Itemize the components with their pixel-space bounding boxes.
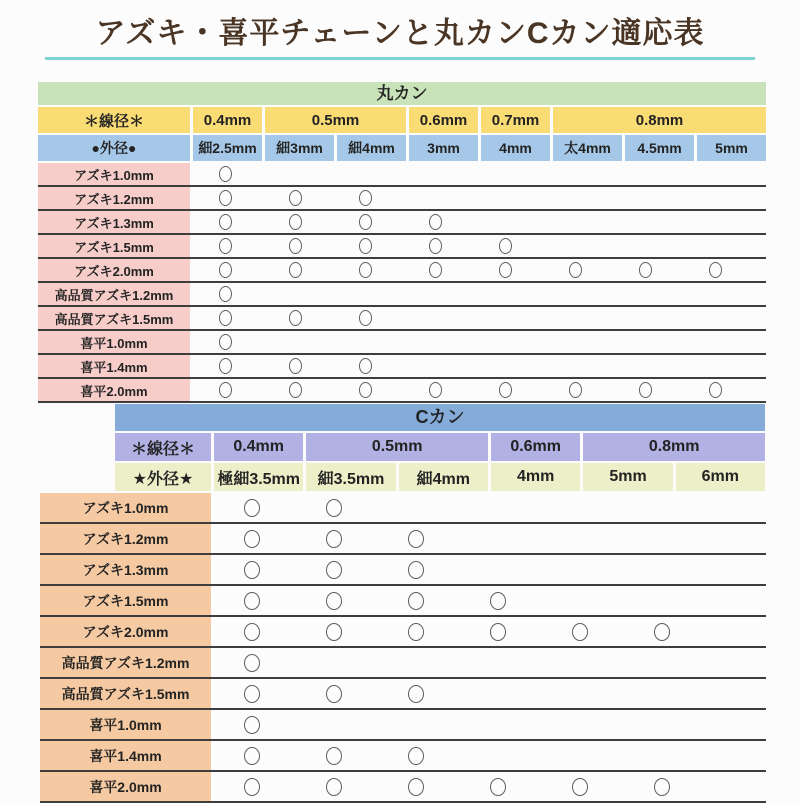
compat-cell bbox=[375, 524, 457, 553]
compat-cell bbox=[540, 211, 610, 233]
compat-cell bbox=[190, 283, 260, 305]
compat-cell bbox=[539, 679, 621, 708]
compat-cell bbox=[470, 259, 540, 281]
outer-diameter-value: 5mm bbox=[694, 135, 766, 161]
compat-cell bbox=[260, 235, 330, 257]
ckan-wire-diameter-row bbox=[115, 433, 765, 461]
compat-cell bbox=[539, 648, 621, 677]
compat-cell bbox=[457, 710, 539, 739]
compat-circle-icon bbox=[244, 778, 260, 796]
compat-circle-icon bbox=[219, 214, 232, 230]
compat-circle-icon bbox=[289, 382, 302, 398]
compat-cell bbox=[457, 493, 539, 522]
table-row bbox=[40, 741, 766, 772]
compat-circle-icon bbox=[244, 716, 260, 734]
compat-circle-icon bbox=[219, 334, 232, 350]
compat-circle-icon bbox=[499, 238, 512, 254]
compat-cell bbox=[400, 379, 470, 401]
marukan-table bbox=[38, 82, 766, 403]
title-underline bbox=[45, 57, 755, 60]
compat-cell bbox=[621, 679, 703, 708]
wire-diameter-value: 0.4mm bbox=[211, 433, 303, 461]
compat-circle-icon bbox=[289, 310, 302, 326]
compat-cell bbox=[375, 772, 457, 801]
compat-circle-icon bbox=[326, 623, 342, 641]
row-label: 喜平1.0mm bbox=[40, 710, 211, 739]
compat-cell bbox=[293, 493, 375, 522]
compat-cell bbox=[621, 772, 703, 801]
compat-cell bbox=[457, 679, 539, 708]
compat-cell bbox=[375, 617, 457, 646]
wire-diameter-value: 0.5mm bbox=[303, 433, 488, 461]
compat-cell bbox=[539, 710, 621, 739]
compat-cell bbox=[190, 379, 260, 401]
table-row bbox=[38, 235, 766, 259]
compat-cell bbox=[211, 679, 293, 708]
compat-circle-icon bbox=[326, 778, 342, 796]
table-row bbox=[40, 772, 766, 803]
compat-cell bbox=[457, 648, 539, 677]
compat-circle-icon bbox=[244, 654, 260, 672]
compat-cell bbox=[621, 648, 703, 677]
compat-cell bbox=[610, 235, 680, 257]
compat-cell bbox=[400, 355, 470, 377]
compat-cell bbox=[539, 555, 621, 584]
compat-cell bbox=[621, 493, 703, 522]
compat-cell bbox=[260, 379, 330, 401]
compat-cell bbox=[539, 586, 621, 615]
outer-diameter-value: 4mm bbox=[488, 463, 580, 491]
compat-cell bbox=[621, 617, 703, 646]
compat-cell bbox=[680, 235, 750, 257]
compat-circle-icon bbox=[639, 382, 652, 398]
compat-circle-icon bbox=[408, 747, 424, 765]
wire-diameter-label: ＊線径＊ bbox=[38, 107, 190, 133]
compat-cell bbox=[293, 617, 375, 646]
table-row bbox=[40, 648, 766, 679]
compat-cell bbox=[540, 355, 610, 377]
compat-circle-icon bbox=[639, 262, 652, 278]
compat-cell bbox=[190, 235, 260, 257]
compat-cell bbox=[330, 379, 400, 401]
outer-diameter-value: 細4mm bbox=[396, 463, 488, 491]
compat-cell bbox=[621, 710, 703, 739]
compat-circle-icon bbox=[244, 592, 260, 610]
ckan-compat-rows bbox=[40, 493, 766, 803]
compat-cell bbox=[470, 355, 540, 377]
row-label: 喜平2.0mm bbox=[38, 379, 190, 401]
compat-cell bbox=[457, 524, 539, 553]
row-label: アズキ1.0mm bbox=[38, 163, 190, 185]
outer-diameter-value: 細2.5mm bbox=[190, 135, 262, 161]
row-label: アズキ1.5mm bbox=[40, 586, 211, 615]
compat-circle-icon bbox=[289, 190, 302, 206]
compat-cell bbox=[260, 355, 330, 377]
outer-diameter-value: 細4mm bbox=[334, 135, 406, 161]
table-row bbox=[38, 211, 766, 235]
compat-circle-icon bbox=[408, 623, 424, 641]
row-label: 喜平1.0mm bbox=[38, 331, 190, 353]
compat-circle-icon bbox=[499, 262, 512, 278]
compat-cell bbox=[540, 283, 610, 305]
compat-circle-icon bbox=[219, 190, 232, 206]
compat-circle-icon bbox=[244, 623, 260, 641]
row-label: アズキ1.3mm bbox=[38, 211, 190, 233]
row-label: 高品質アズキ1.5mm bbox=[40, 679, 211, 708]
compat-circle-icon bbox=[289, 262, 302, 278]
compat-cell bbox=[539, 524, 621, 553]
compat-cell bbox=[400, 307, 470, 329]
compat-cell bbox=[610, 163, 680, 185]
compat-circle-icon bbox=[429, 382, 442, 398]
compat-cell bbox=[211, 617, 293, 646]
compat-circle-icon bbox=[326, 685, 342, 703]
table-row bbox=[38, 307, 766, 331]
compat-cell bbox=[211, 524, 293, 553]
table-row bbox=[40, 493, 766, 524]
outer-diameter-label: ★外径★ bbox=[115, 463, 211, 491]
outer-diameter-value: 極細3.5mm bbox=[211, 463, 303, 491]
compat-cell bbox=[400, 259, 470, 281]
row-label: 喜平1.4mm bbox=[38, 355, 190, 377]
wire-diameter-value: 0.7mm bbox=[478, 107, 550, 133]
wire-diameter-value: 0.5mm bbox=[262, 107, 406, 133]
compat-cell bbox=[293, 679, 375, 708]
row-label: アズキ1.2mm bbox=[40, 524, 211, 553]
compat-cell bbox=[457, 617, 539, 646]
compat-circle-icon bbox=[244, 530, 260, 548]
compat-circle-icon bbox=[490, 592, 506, 610]
compat-cell bbox=[470, 379, 540, 401]
table-row bbox=[40, 679, 766, 710]
compat-circle-icon bbox=[359, 382, 372, 398]
compat-cell bbox=[610, 355, 680, 377]
compat-cell bbox=[610, 307, 680, 329]
marukan-outer-diameter-row bbox=[38, 135, 766, 161]
compat-cell bbox=[400, 235, 470, 257]
outer-diameter-value: 細3mm bbox=[262, 135, 334, 161]
compat-cell bbox=[260, 307, 330, 329]
compat-circle-icon bbox=[709, 262, 722, 278]
compat-circle-icon bbox=[219, 310, 232, 326]
compat-circle-icon bbox=[359, 358, 372, 374]
row-label: アズキ2.0mm bbox=[40, 617, 211, 646]
compat-cell bbox=[330, 211, 400, 233]
compat-cell bbox=[680, 331, 750, 353]
compat-cell bbox=[293, 710, 375, 739]
row-label: 高品質アズキ1.2mm bbox=[40, 648, 211, 677]
compat-cell bbox=[540, 331, 610, 353]
compat-cell bbox=[375, 493, 457, 522]
compat-circle-icon bbox=[359, 262, 372, 278]
compat-circle-icon bbox=[219, 262, 232, 278]
compat-circle-icon bbox=[569, 262, 582, 278]
compat-cell bbox=[470, 187, 540, 209]
compat-cell bbox=[457, 586, 539, 615]
compat-cell bbox=[621, 524, 703, 553]
compat-cell bbox=[375, 679, 457, 708]
table-row bbox=[40, 710, 766, 741]
compat-cell bbox=[293, 648, 375, 677]
compat-circle-icon bbox=[244, 685, 260, 703]
row-label: 喜平2.0mm bbox=[40, 772, 211, 801]
wire-diameter-value: 0.4mm bbox=[190, 107, 262, 133]
table-row bbox=[40, 617, 766, 648]
compat-cell bbox=[330, 187, 400, 209]
compat-circle-icon bbox=[244, 747, 260, 765]
compat-cell bbox=[293, 741, 375, 770]
compat-circle-icon bbox=[326, 499, 342, 517]
compat-cell bbox=[260, 331, 330, 353]
compat-cell bbox=[470, 163, 540, 185]
compat-cell bbox=[610, 283, 680, 305]
compat-circle-icon bbox=[359, 214, 372, 230]
compat-cell bbox=[293, 586, 375, 615]
table-row bbox=[38, 259, 766, 283]
wire-diameter-value: 0.8mm bbox=[550, 107, 766, 133]
compat-cell bbox=[621, 586, 703, 615]
row-label: アズキ2.0mm bbox=[38, 259, 190, 281]
wire-diameter-value: 0.6mm bbox=[406, 107, 478, 133]
compat-cell bbox=[190, 211, 260, 233]
table-row bbox=[38, 163, 766, 187]
compat-cell bbox=[211, 772, 293, 801]
compat-cell bbox=[330, 283, 400, 305]
row-label: 高品質アズキ1.2mm bbox=[38, 283, 190, 305]
compat-cell bbox=[400, 331, 470, 353]
compat-cell bbox=[540, 187, 610, 209]
compat-cell bbox=[330, 235, 400, 257]
compat-circle-icon bbox=[709, 382, 722, 398]
table-row bbox=[40, 586, 766, 617]
compat-cell bbox=[375, 586, 457, 615]
compat-cell bbox=[539, 741, 621, 770]
compat-cell bbox=[330, 355, 400, 377]
outer-diameter-value: 4mm bbox=[478, 135, 550, 161]
compat-circle-icon bbox=[408, 530, 424, 548]
compat-cell bbox=[680, 163, 750, 185]
compat-circle-icon bbox=[244, 561, 260, 579]
outer-diameter-value: 4.5mm bbox=[622, 135, 694, 161]
compat-circle-icon bbox=[219, 286, 232, 302]
compat-cell bbox=[375, 710, 457, 739]
compat-circle-icon bbox=[429, 262, 442, 278]
compat-cell bbox=[540, 259, 610, 281]
table-row bbox=[38, 187, 766, 211]
compat-circle-icon bbox=[289, 238, 302, 254]
marukan-compat-rows bbox=[38, 163, 766, 403]
wire-diameter-value: 0.8mm bbox=[580, 433, 765, 461]
compat-circle-icon bbox=[490, 623, 506, 641]
compat-circle-icon bbox=[326, 530, 342, 548]
compat-cell bbox=[330, 331, 400, 353]
compat-cell bbox=[375, 741, 457, 770]
compat-cell bbox=[470, 283, 540, 305]
compat-cell bbox=[190, 331, 260, 353]
compat-cell bbox=[621, 555, 703, 584]
page-title: アズキ・喜平チェーンと丸カンCカン適応表 bbox=[95, 17, 705, 50]
compat-cell bbox=[293, 772, 375, 801]
outer-diameter-value: 5mm bbox=[580, 463, 672, 491]
row-label: アズキ1.2mm bbox=[38, 187, 190, 209]
compat-cell bbox=[190, 187, 260, 209]
compat-cell bbox=[540, 163, 610, 185]
row-label: 喜平1.4mm bbox=[40, 741, 211, 770]
compat-circle-icon bbox=[359, 190, 372, 206]
compat-cell bbox=[190, 355, 260, 377]
compat-cell bbox=[330, 163, 400, 185]
outer-diameter-label: ●外径● bbox=[38, 135, 190, 161]
compat-cell bbox=[400, 211, 470, 233]
title-block bbox=[0, 12, 800, 60]
compat-cell bbox=[680, 259, 750, 281]
compat-circle-icon bbox=[408, 685, 424, 703]
compat-cell bbox=[680, 379, 750, 401]
compat-cell bbox=[457, 555, 539, 584]
row-label: アズキ1.3mm bbox=[40, 555, 211, 584]
compat-cell bbox=[470, 307, 540, 329]
compat-cell bbox=[260, 163, 330, 185]
compat-cell bbox=[540, 235, 610, 257]
row-label: アズキ1.5mm bbox=[38, 235, 190, 257]
compat-cell bbox=[400, 283, 470, 305]
compat-cell bbox=[190, 163, 260, 185]
compat-cell bbox=[539, 493, 621, 522]
compat-cell bbox=[610, 187, 680, 209]
compat-cell bbox=[457, 741, 539, 770]
compat-cell bbox=[470, 235, 540, 257]
ckan-table-title: Cカン bbox=[115, 404, 765, 431]
compat-circle-icon bbox=[654, 778, 670, 796]
compat-circle-icon bbox=[219, 358, 232, 374]
compat-cell bbox=[375, 648, 457, 677]
compat-cell bbox=[610, 379, 680, 401]
table-row bbox=[38, 379, 766, 403]
compat-cell bbox=[680, 187, 750, 209]
table-row bbox=[38, 355, 766, 379]
compat-circle-icon bbox=[490, 778, 506, 796]
table-row bbox=[40, 524, 766, 555]
compat-cell bbox=[470, 211, 540, 233]
compat-cell bbox=[470, 331, 540, 353]
compat-circle-icon bbox=[326, 747, 342, 765]
table-row bbox=[38, 283, 766, 307]
compat-cell bbox=[400, 187, 470, 209]
row-label: 高品質アズキ1.5mm bbox=[38, 307, 190, 329]
compat-cell bbox=[621, 741, 703, 770]
compat-cell bbox=[211, 586, 293, 615]
compat-cell bbox=[375, 555, 457, 584]
compat-circle-icon bbox=[569, 382, 582, 398]
compat-cell bbox=[211, 555, 293, 584]
compat-circle-icon bbox=[359, 238, 372, 254]
compat-cell bbox=[293, 524, 375, 553]
compat-cell bbox=[539, 617, 621, 646]
compat-circle-icon bbox=[359, 310, 372, 326]
compat-circle-icon bbox=[326, 561, 342, 579]
marukan-wire-diameter-row bbox=[38, 107, 766, 133]
compat-cell bbox=[457, 772, 539, 801]
compat-cell bbox=[211, 648, 293, 677]
table-row bbox=[40, 555, 766, 586]
compat-cell bbox=[680, 307, 750, 329]
row-label: アズキ1.0mm bbox=[40, 493, 211, 522]
compat-cell bbox=[610, 211, 680, 233]
compat-cell bbox=[260, 259, 330, 281]
compat-cell bbox=[539, 772, 621, 801]
compat-circle-icon bbox=[408, 561, 424, 579]
compat-circle-icon bbox=[572, 778, 588, 796]
compat-circle-icon bbox=[572, 623, 588, 641]
compat-cell bbox=[260, 211, 330, 233]
compat-cell bbox=[540, 307, 610, 329]
compat-cell bbox=[330, 259, 400, 281]
compat-circle-icon bbox=[244, 499, 260, 517]
compat-circle-icon bbox=[499, 382, 512, 398]
compat-circle-icon bbox=[408, 592, 424, 610]
compat-circle-icon bbox=[654, 623, 670, 641]
compat-cell bbox=[330, 307, 400, 329]
compat-cell bbox=[211, 710, 293, 739]
compat-cell bbox=[260, 283, 330, 305]
compat-circle-icon bbox=[429, 238, 442, 254]
table-row bbox=[38, 331, 766, 355]
compat-cell bbox=[293, 555, 375, 584]
compat-circle-icon bbox=[408, 778, 424, 796]
ckan-table bbox=[40, 404, 766, 803]
compat-circle-icon bbox=[429, 214, 442, 230]
compat-circle-icon bbox=[219, 238, 232, 254]
compat-cell bbox=[211, 741, 293, 770]
outer-diameter-value: 太4mm bbox=[550, 135, 622, 161]
wire-diameter-value: 0.6mm bbox=[488, 433, 580, 461]
compat-circle-icon bbox=[289, 214, 302, 230]
compat-cell bbox=[540, 379, 610, 401]
marukan-table-title: 丸カン bbox=[38, 82, 766, 105]
compat-cell bbox=[680, 211, 750, 233]
compat-circle-icon bbox=[219, 382, 232, 398]
compat-cell bbox=[260, 187, 330, 209]
compat-circle-icon bbox=[289, 358, 302, 374]
compat-circle-icon bbox=[326, 592, 342, 610]
compat-cell bbox=[610, 259, 680, 281]
wire-diameter-label: ＊線径＊ bbox=[115, 433, 211, 461]
compat-cell bbox=[190, 259, 260, 281]
ckan-outer-diameter-row bbox=[115, 463, 765, 491]
compat-cell bbox=[190, 307, 260, 329]
compat-circle-icon bbox=[219, 166, 232, 182]
compat-cell bbox=[680, 283, 750, 305]
outer-diameter-value: 細3.5mm bbox=[303, 463, 395, 491]
ckan-table-header-block bbox=[115, 404, 765, 491]
compat-cell bbox=[211, 493, 293, 522]
compat-cell bbox=[610, 331, 680, 353]
compat-cell bbox=[400, 163, 470, 185]
compat-cell bbox=[680, 355, 750, 377]
outer-diameter-value: 6mm bbox=[673, 463, 765, 491]
outer-diameter-value: 3mm bbox=[406, 135, 478, 161]
